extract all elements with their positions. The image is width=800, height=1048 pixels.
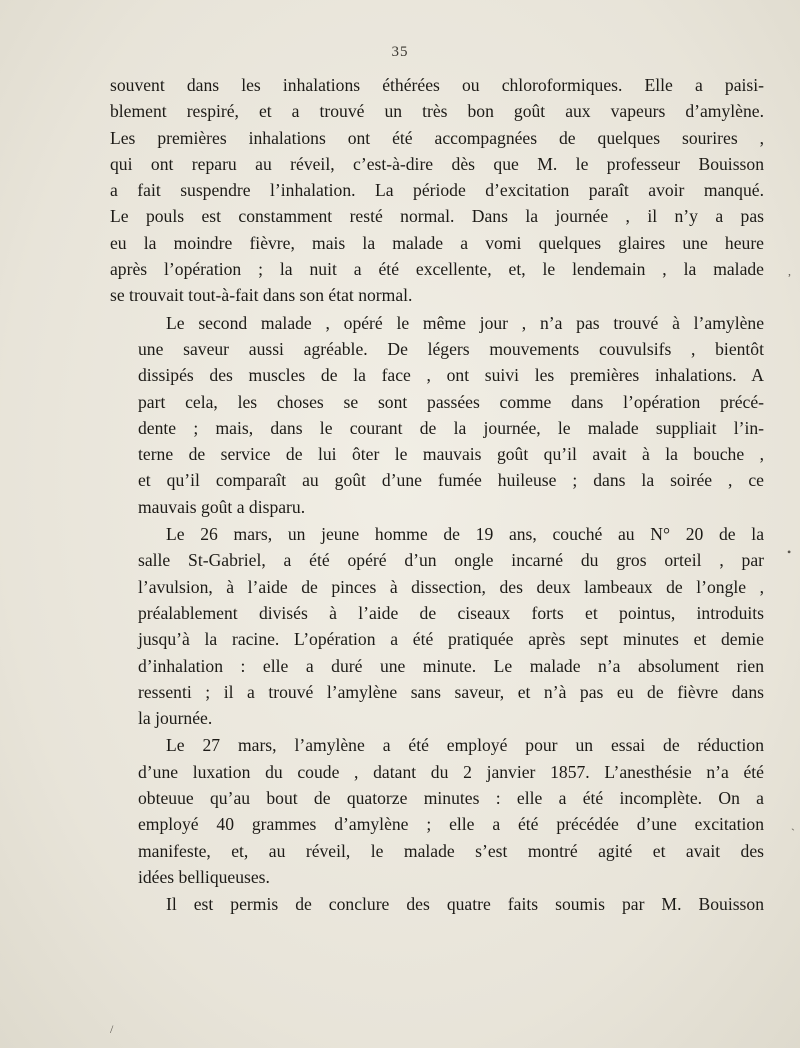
text-line: terne de service de lui ôter le mauvais goût qu’il avait à la bouche , (138, 444, 764, 465)
text-line: dissipés des muscles de la face , ont suivi les premières inhalations. A (138, 365, 764, 386)
body-text (110, 72, 764, 919)
text-line: Le 26 mars, un jeune homme de 19 ans, couché au N° 20 de la (166, 524, 764, 545)
text-line: employé 40 grammes d’amylène ; elle a été précédée d’une excitation (138, 814, 764, 835)
text-line: part cela, les choses se sont passées comme dans l’opération précé- (138, 391, 764, 412)
margin-speck: • (787, 545, 792, 559)
page-number: 35 (391, 44, 409, 60)
text-line: et qu’il comparaît au goût d’une fumée huileuse ; dans la soirée , ce (138, 470, 764, 491)
text-line: a fait suspendre l’inhalation. La période d’excitation paraît avoir manqué. (110, 180, 764, 201)
margin-speck: ˋ (791, 826, 795, 840)
text-line: préalablement divisés à l’aide de ciseaux forts et pointus, introduits (138, 602, 764, 623)
text-line: jusqu’à la racine. L’opération a été pratiquée après sept minutes et demie (138, 629, 764, 650)
text-line: obteuue qu’au bout de quatorze minutes : elle a été incomplète. On a (138, 788, 764, 809)
paragraph-3 (110, 521, 764, 731)
margin-speck: , (788, 264, 791, 278)
text-line: idées belliqueuses. (138, 866, 270, 887)
text-line: manifeste, et, au réveil, le malade s’est montré agité et avait des (138, 840, 764, 861)
text-line: se trouvait tout-à-fait dans son état normal. (110, 285, 413, 306)
paragraph-2 (110, 310, 764, 520)
text-line: dente ; mais, dans le courant de la journée, le malade suppliait l’in- (138, 417, 764, 438)
text-line: l’avulsion, à l’aide de pinces à dissection, des deux lambeaux de l’ongle , (138, 576, 764, 597)
text-line: après l’opération ; la nuit a été excellente, et, le lendemain , la malade (110, 259, 764, 280)
text-line: blement respiré, et a trouvé un très bon goût aux vapeurs d’amylène. (110, 101, 764, 122)
text-line: d’une luxation du coude , datant du 2 janvier 1857. L’anesthésie n’a été (138, 761, 764, 782)
text-line: salle St-Gabriel, a été opéré d’un ongle incarné du gros orteil , par (138, 550, 764, 571)
text-line: Le second malade , opéré le même jour , n’a pas trouvé à l’amylène (166, 312, 764, 333)
paragraph-4 (110, 732, 764, 890)
paragraph-5 (110, 891, 764, 917)
text-line: ressenti ; il a trouvé l’amylène sans saveur, et n’à pas eu de fièvre dans (138, 681, 764, 702)
text-line: Il est permis de conclure des quatre faits soumis par M. Bouisson (166, 894, 764, 915)
text-line: Le pouls est constamment resté normal. Dans la journée , il n’y a pas (110, 206, 764, 227)
paragraph-1 (110, 72, 764, 309)
text-line: la journée. (138, 708, 213, 729)
text-line: mauvais goût a disparu. (138, 496, 306, 517)
text-line: Le 27 mars, l’amylène a été employé pour un essai de réduction (166, 735, 764, 756)
margin-speck: / (110, 1022, 114, 1036)
text-line: qui ont reparu au réveil, c’est-à-dire dès que M. le professeur Bouisson (110, 153, 764, 174)
text-line: eu la moindre fièvre, mais la malade a vomi quelques glaires une heure (110, 232, 764, 253)
text-line: Les premières inhalations ont été accompagnées de quelques sourires , (110, 127, 764, 148)
text-line: d’inhalation : elle a duré une minute. Le malade n’a absolument rien (138, 655, 764, 676)
text-line: souvent dans les inhalations éthérées ou chloroformiques. Elle a paisi- (110, 75, 764, 95)
text-line: une saveur aussi agréable. De légers mouvements couvulsifs , bientôt (138, 338, 764, 359)
